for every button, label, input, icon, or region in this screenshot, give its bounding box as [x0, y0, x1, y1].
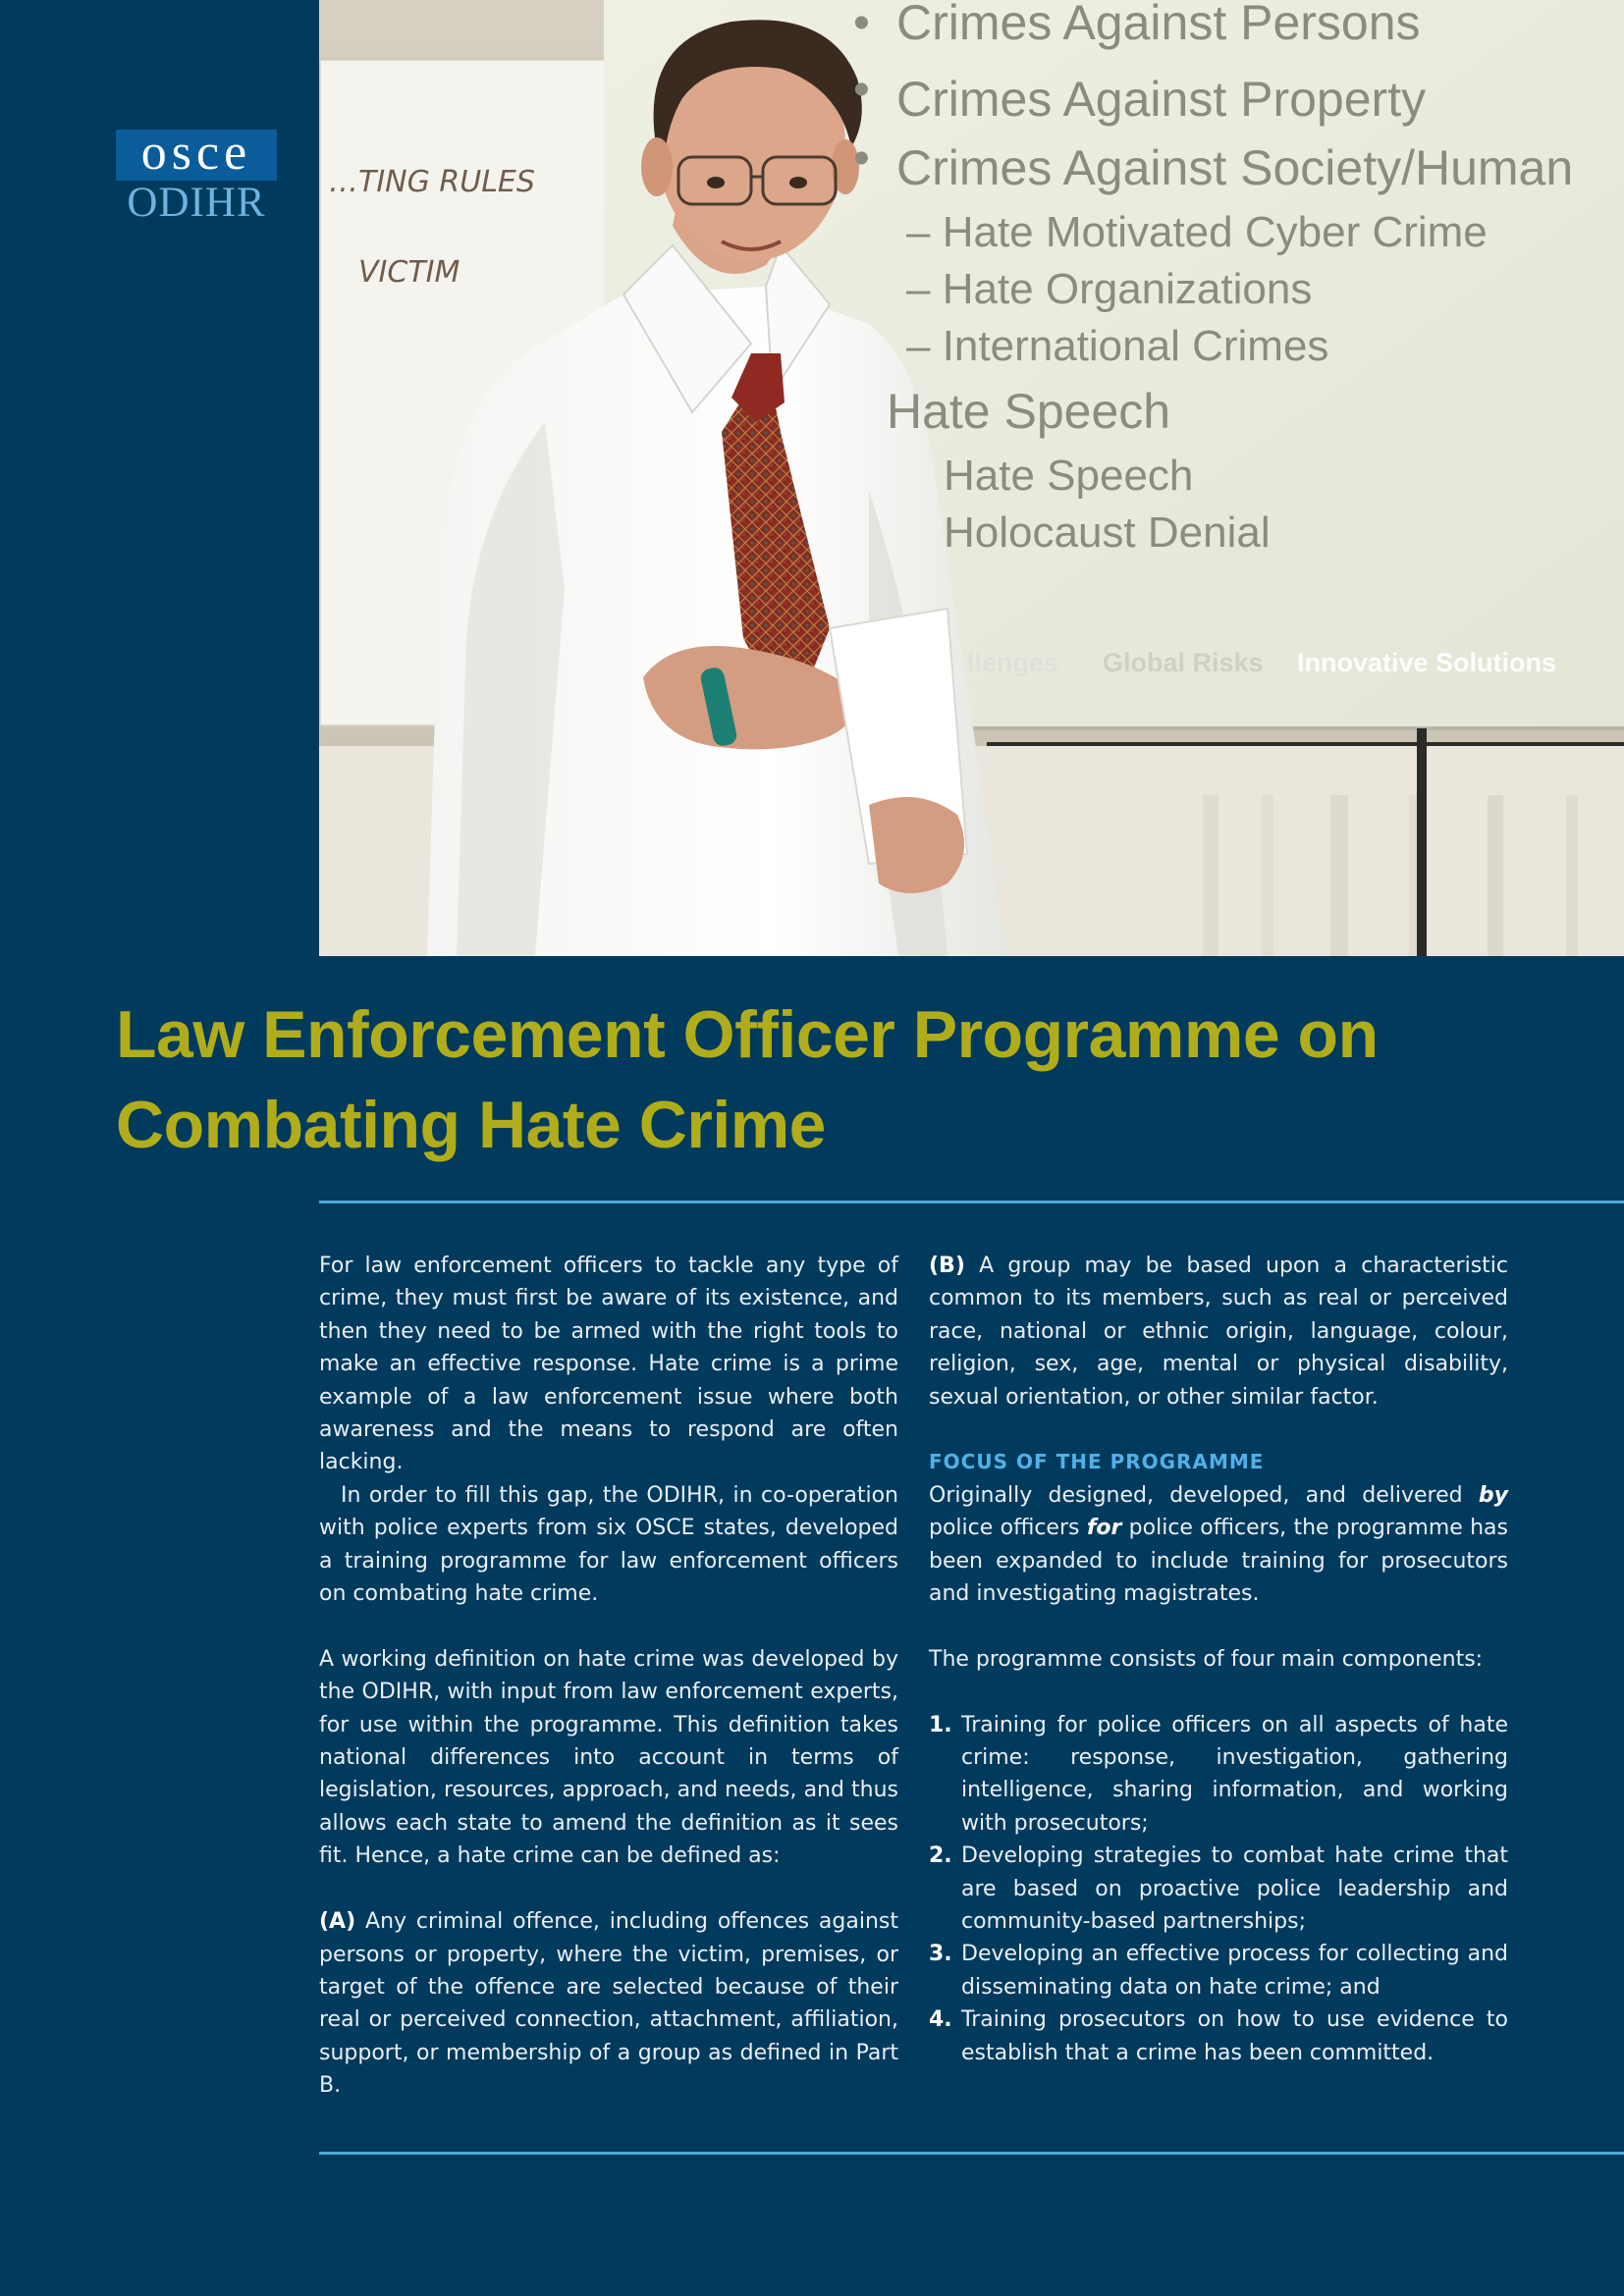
focus-text-c: police officers, the programme has been expanded to include training for prosecutors and investigating magistrates.: [929, 1516, 1508, 1607]
focus-emphasis-for: for: [1086, 1516, 1122, 1541]
slide-subline-3: – International Crimes: [906, 322, 1329, 370]
slide-footer-1: llenges: [967, 648, 1059, 677]
definition-b-label: (B): [929, 1254, 965, 1278]
slide-line-3: Crimes Against Society/Human: [896, 140, 1574, 195]
definition-b: [929, 1250, 1508, 1414]
slide-heading-2: Hate Speech: [887, 384, 1171, 439]
logo-odihr-text: ODIHR: [127, 180, 266, 226]
focus-emphasis-by: by: [1478, 1482, 1508, 1508]
list-item-text: Developing strategies to combat hate crime that are based on proactive police leadership and community-based partnerships;: [961, 1843, 1508, 1935]
left-paragraph-1: For law enforcement officers to tackle any type of crime, they must first be aware of its existence, and then they need to be armed with the right tools to make an effective response. Hate crime is a prime example of a law enforcement issue where both awareness and the means to respond are often lacking.: [319, 1254, 898, 1475]
slide-subline-1: – Hate Motivated Cyber Crime: [906, 208, 1488, 256]
cover-photo: [319, 0, 1624, 956]
list-item-number: 4.: [929, 2007, 952, 2033]
focus-text-b: police officers: [929, 1516, 1087, 1541]
list-item-text: Training for police officers on all aspects of hate crime: response, investigation, gathering intelligence, sharing information, and working with prosecutors;: [961, 1712, 1508, 1836]
definition-a-label: (A): [319, 1909, 356, 1935]
right-column: [929, 1250, 1508, 2069]
slide-subline-4: Hate Speech: [944, 452, 1194, 500]
components-intro: The programme consists of four main components:: [929, 1646, 1484, 1672]
left-paragraph-2: In order to fill this gap, the ODIHR, in co-operation with police experts from six OSCE states, developed a training programme for law enforcement officers on combating hate crime.: [319, 1482, 898, 1607]
list-item-number: 1.: [929, 1712, 952, 1737]
slide-subline-5: Holocaust Denial: [944, 508, 1271, 557]
focus-text-a: Originally designed, developed, and delivered: [929, 1482, 1479, 1508]
list-item-text: Developing an effective process for collecting and disseminating data on hate crime; and: [961, 1942, 1508, 2000]
whiteboard-line-2: VICTIM: [358, 255, 460, 290]
slide-footer-3: Innovative Solutions: [1297, 648, 1557, 677]
definition-a: [319, 1905, 898, 2102]
whiteboard-line-1: …TING RULES: [329, 165, 535, 199]
list-item: [929, 2003, 1508, 2069]
slide-bullet-3: •: [853, 133, 870, 185]
left-column: [319, 1250, 898, 2103]
components-list: [929, 1709, 1508, 2069]
slide-bullet-1: •: [853, 0, 870, 49]
slide-subline-2: – Hate Organizations: [906, 265, 1313, 313]
list-item: [929, 1709, 1508, 1841]
list-item-number: 3.: [929, 1942, 952, 1967]
left-paragraph-3: A working definition on hate crime was developed by the ODIHR, with input from law enforcement experts, for use within the programme. This definition takes national differences into account in terms of legislation, resources, approach, and needs, and thus allows each state to amend the definition as it sees fit. Hence, a hate crime can be defined as:: [319, 1646, 898, 1869]
list-item: [929, 1840, 1508, 1938]
focus-paragraph: [929, 1479, 1508, 1611]
osce-odihr-logo: [116, 125, 277, 226]
list-item-number: 2.: [929, 1843, 952, 1869]
slide-bullet-2: •: [853, 64, 870, 116]
list-item-text: Training prosecutors on how to use evidence to establish that a crime has been committed.: [961, 2007, 1508, 2065]
focus-heading: FOCUS OF THE PROGRAMME: [929, 1450, 1265, 1474]
bottom-divider: [319, 2152, 1624, 2155]
page-title: Law Enforcement Officer Programme on Combating Hate Crime: [116, 997, 1379, 1162]
list-item: [929, 1938, 1508, 2003]
definition-a-text: Any criminal offence, including offences against persons or property, where the victim, premises, or target of the offence are selected because of their real or perceived connection, attachment, affiliation, support, or membership of a group as defined in Part B.: [319, 1909, 898, 2099]
slide-line-1: Crimes Against Persons: [896, 0, 1421, 50]
logo-osce-text: osce: [116, 130, 277, 181]
slide-footer-2: Global Risks: [1103, 648, 1264, 677]
slide-line-2: Crimes Against Property: [896, 72, 1427, 127]
definition-b-text: A group may be based upon a characteristic common to its members, such as real or perceived race, national or ethnic origin, language, colour, religion, sex, age, mental or physical disability, sexual orientation, or other similar factor.: [929, 1254, 1508, 1410]
top-divider: [319, 1201, 1624, 1203]
